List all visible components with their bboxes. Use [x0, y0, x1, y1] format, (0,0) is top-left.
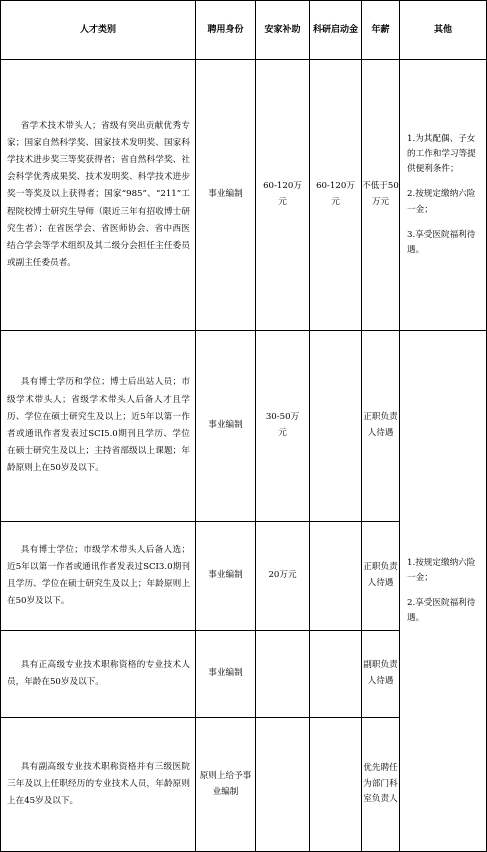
settlement-cell — [256, 631, 310, 718]
salary-cell: 优先聘任为部门科室负责人 — [362, 718, 400, 852]
other-cell — [400, 60, 487, 331]
research-cell: 60-120万元 — [310, 60, 362, 331]
header-salary: 年薪 — [362, 1, 400, 60]
header-category: 人才类别 — [1, 1, 196, 60]
position-cell: 事业编制 — [196, 522, 256, 631]
position-cell: 原则上给予事业编制 — [196, 718, 256, 852]
header-other: 其他 — [400, 1, 487, 60]
header-research: 科研启动金 — [310, 1, 362, 60]
salary-cell: 正职负责人待遇 — [362, 522, 400, 631]
category-cell: 具有博士学历和学位；博士后出站人员；市级学术带头人；省级学术带头人后备人才且学历、学位在硕士研究生及以上；近5年以第一作者或通讯作者发表过SCI5.0期刊且学历、学位在硕士研究生及以上；主持省部级以上课题；年龄原则上在50岁及以下。 — [1, 331, 196, 522]
position-cell: 事业编制 — [196, 331, 256, 522]
other-item: 2.享受医院福利待遇。 — [407, 598, 476, 624]
table-row — [1, 60, 487, 331]
settlement-cell: 20万元 — [256, 522, 310, 631]
header-settlement: 安家补助 — [256, 1, 310, 60]
settlement-cell: 30-50万元 — [256, 331, 310, 522]
salary-cell: 正职负责人待遇 — [362, 331, 400, 522]
research-cell — [310, 718, 362, 852]
other-item: 2.按规定缴纳六险一金； — [407, 189, 476, 215]
header-row — [1, 1, 487, 60]
category-cell: 具有博士学位；市级学术带头人后备人选；近5年以第一作者或通讯作者发表过SCI3.0期刊且学历、学位在硕士研究生及以上；年龄原则上在50岁及以下。 — [1, 522, 196, 631]
other-item: 3.享受医院福利待遇。 — [407, 229, 476, 255]
research-cell — [310, 522, 362, 631]
other-item: 1.按规定缴纳六险一金； — [407, 557, 476, 583]
category-cell: 省学术技术带头人；省级有突出贡献优秀专家；国家自然科学奖、国家技术发明奖、国家科学技术进步奖三等奖获得者；省自然科学奖、社会科学优秀成果奖、技术发明奖、科学技术进步奖一等奖及以上获得者；国家“985”、“211”工程院校博士研究生导师（限近三年有招收博士研究生者）；在省医学会、省医师协会、省中西医结合学会等学术组织及其二级分会担任主任委员或副主任委员者。 — [1, 60, 196, 331]
position-cell: 事业编制 — [196, 60, 256, 331]
salary-cell: 副职负责人待遇 — [362, 631, 400, 718]
other-item: 1.为其配偶、子女的工作和学习等提供便利条件； — [407, 134, 476, 175]
position-cell: 事业编制 — [196, 631, 256, 718]
settlement-cell — [256, 718, 310, 852]
research-cell — [310, 631, 362, 718]
header-position: 聘用身份 — [196, 1, 256, 60]
category-cell: 具有副高级专业技术职称资格并有三级医院三年及以上任职经历的专业技术人员，年龄原则上在45岁及以下。 — [1, 718, 196, 852]
salary-cell: 不低于50万元 — [362, 60, 400, 331]
research-cell — [310, 331, 362, 522]
other-cell — [400, 331, 487, 852]
settlement-cell: 60-120万元 — [256, 60, 310, 331]
table-row — [1, 331, 487, 522]
category-cell: 具有正高级专业技术职称资格的专业技术人员，年龄在50岁及以下。 — [1, 631, 196, 718]
